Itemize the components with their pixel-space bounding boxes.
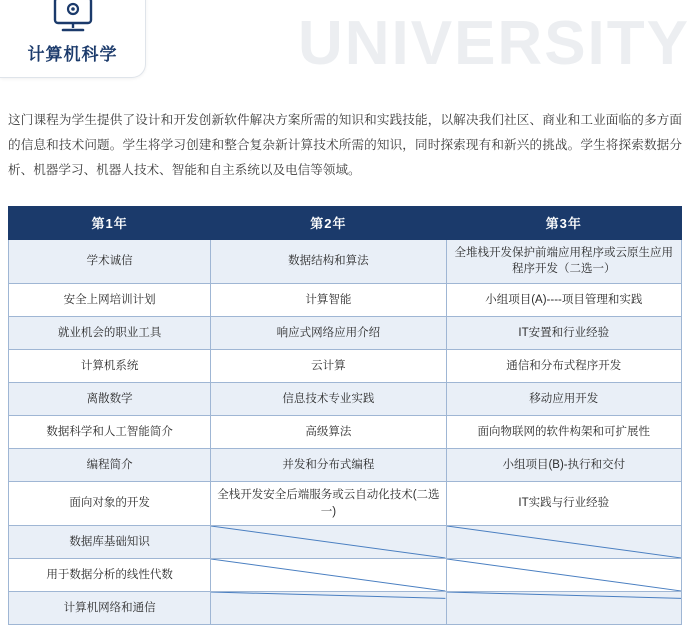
table-header-row	[9, 206, 682, 239]
column-header-year3: 第3年	[446, 206, 681, 239]
cell-y3-r3: IT安置和行业经验	[446, 316, 681, 349]
table-body	[9, 239, 682, 625]
cell-y1-r10: 用于数据分析的线性代数	[9, 559, 211, 592]
cell-y2-r7: 并发和分布式编程	[211, 448, 446, 481]
column-header-year2: 第2年	[211, 206, 446, 239]
cell-y3-r11-empty	[446, 592, 681, 625]
cell-y3-r1: 全堆栈开发保护前端应用程序或云原生应用程序开发（二选一）	[446, 239, 681, 283]
table-row	[9, 283, 682, 316]
cell-y2-r1: 数据结构和算法	[211, 239, 446, 283]
table-row	[9, 382, 682, 415]
table-row	[9, 415, 682, 448]
cell-y2-r10-empty	[211, 559, 446, 592]
cell-y1-r6: 数据科学和人工智能简介	[9, 415, 211, 448]
cell-y3-r5: 移动应用开发	[446, 382, 681, 415]
cell-y2-r4: 云计算	[211, 349, 446, 382]
table-row	[9, 559, 682, 592]
badge-title: 计算机科学	[27, 45, 118, 64]
cell-y1-r11: 计算机网络和通信	[9, 592, 211, 625]
cell-y1-r9: 数据库基础知识	[9, 526, 211, 559]
curriculum-table	[8, 206, 682, 625]
cell-y2-r9-empty	[211, 526, 446, 559]
table-row	[9, 592, 682, 625]
table-row	[9, 481, 682, 525]
cell-y1-r7: 编程简介	[9, 448, 211, 481]
watermark-text: UNIVERSITY	[297, 9, 690, 78]
cell-y2-r8: 全栈开发安全后端服务或云自动化技术(二选一)	[211, 481, 446, 525]
cell-y1-r2: 安全上网培训计划	[9, 283, 211, 316]
cell-y3-r10-empty	[446, 559, 681, 592]
cell-y3-r4: 通信和分布式程序开发	[446, 349, 681, 382]
cell-y3-r7: 小组项目(B)-执行和交付	[446, 448, 681, 481]
cell-y2-r3: 响应式网络应用介绍	[211, 316, 446, 349]
cell-y2-r11-empty	[211, 592, 446, 625]
cell-y1-r8: 面向对象的开发	[9, 481, 211, 525]
subject-badge	[0, 0, 146, 78]
table-row	[9, 239, 682, 283]
program-description: 这门课程为学生提供了设计和开发创新软件解决方案所需的知识和实践技能，以解决我们社区、商业和工业面临的多方面的信息和技术问题。学生将学习创建和整合复杂新计算技术所需的知识，同时探索现有和新兴的挑战。学生将探索数据分析、机器学习、机器人技术、智能和自主系统以及电信等领域。	[8, 113, 682, 178]
cell-y3-r8: IT实践与行业经验	[446, 481, 681, 525]
curriculum-table-container	[8, 206, 682, 625]
table-row	[9, 316, 682, 349]
cell-y2-r6: 高级算法	[211, 415, 446, 448]
table-row	[9, 448, 682, 481]
column-header-year1: 第1年	[9, 206, 211, 239]
table-row	[9, 349, 682, 382]
table-row	[9, 526, 682, 559]
computer-monitor-icon	[50, 0, 96, 34]
cell-y3-r9-empty	[446, 526, 681, 559]
page-header	[0, 0, 690, 90]
cell-y3-r6: 面向物联网的软件构架和可扩展性	[446, 415, 681, 448]
cell-y3-r2: 小组项目(A)----项目管理和实践	[446, 283, 681, 316]
cell-y2-r2: 计算智能	[211, 283, 446, 316]
cell-y1-r4: 计算机系统	[9, 349, 211, 382]
cell-y1-r5: 离散数学	[9, 382, 211, 415]
cell-y2-r5: 信息技术专业实践	[211, 382, 446, 415]
cell-y1-r1: 学术诚信	[9, 239, 211, 283]
cell-y1-r3: 就业机会的职业工具	[9, 316, 211, 349]
